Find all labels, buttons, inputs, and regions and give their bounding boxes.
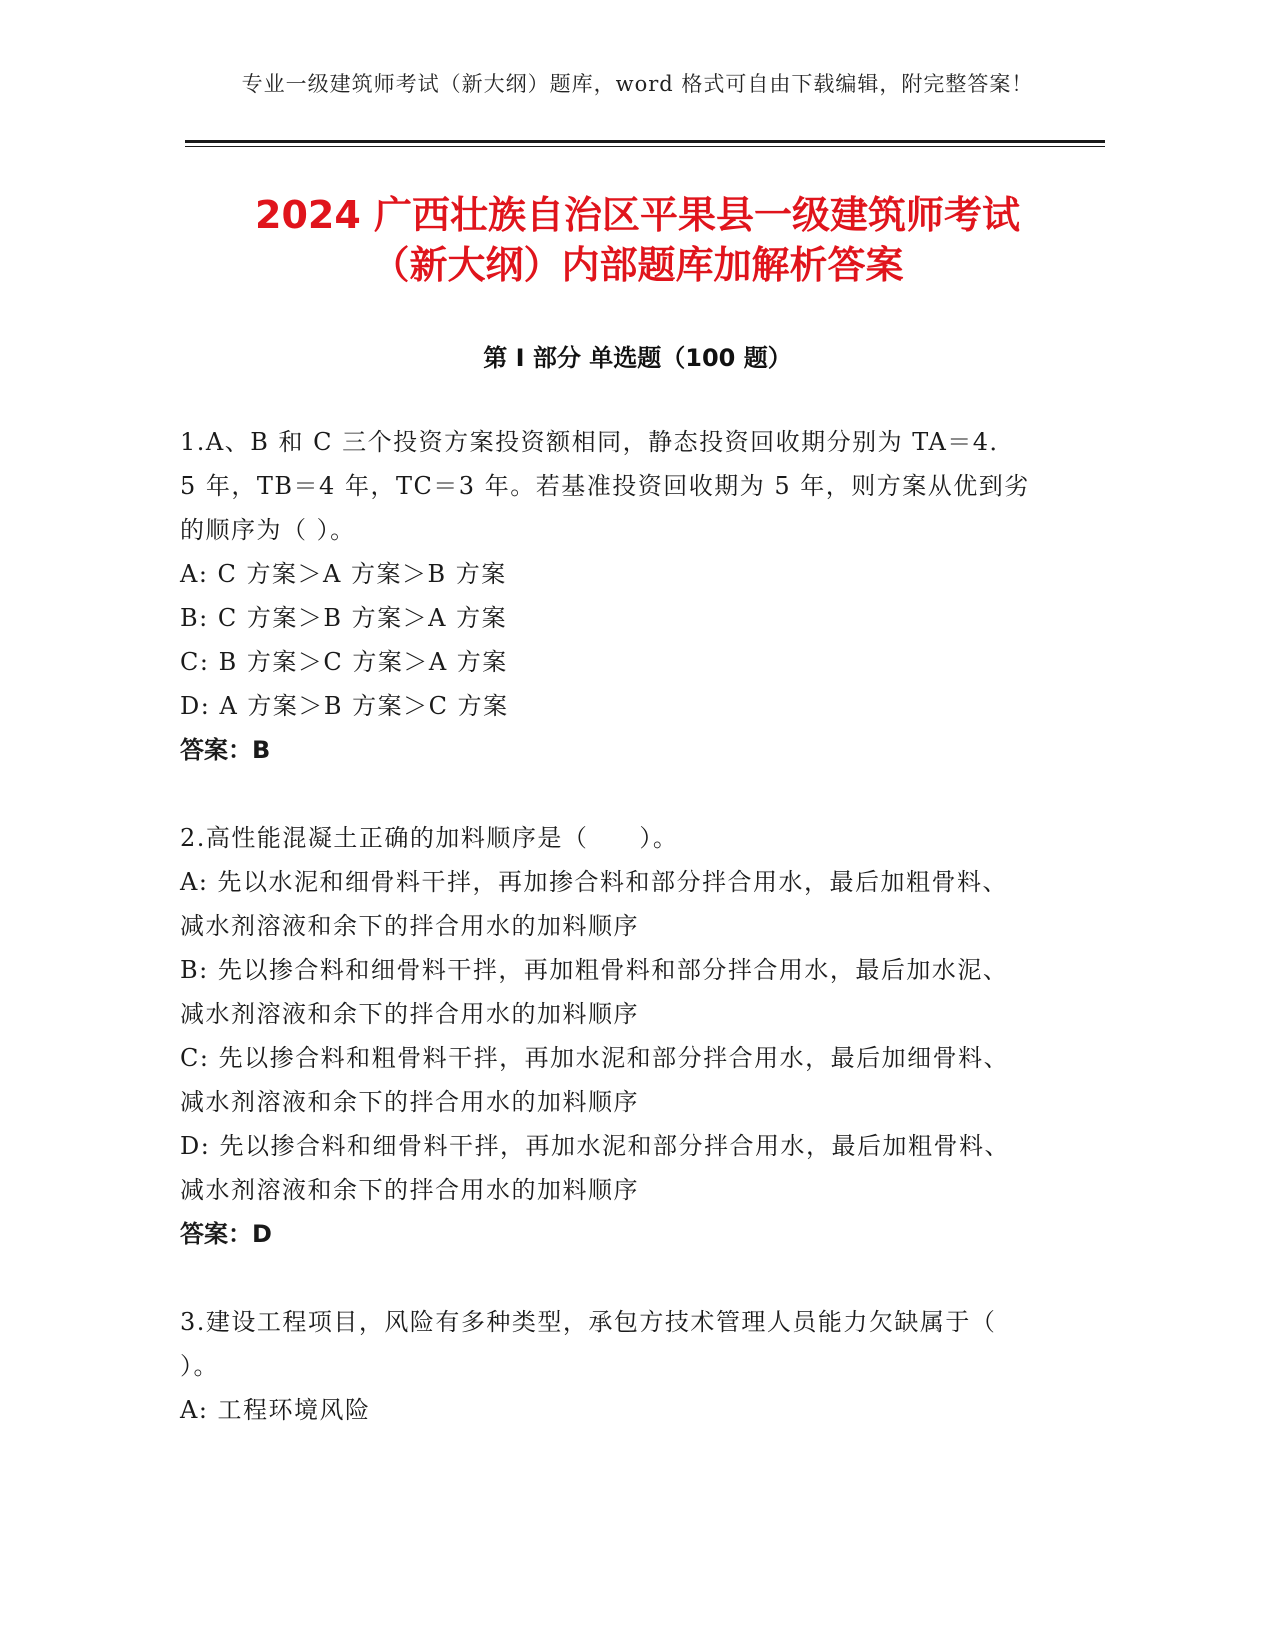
page-header: 专业一级建筑师考试（新大纲）题库，word 格式可自由下载编辑，附完整答案！ — [241, 72, 1034, 96]
question-option-d: D: 先以掺合料和细骨料干拌，再加水泥和部分拌合用水，最后加粗骨料、减水剂溶液和余下的拌合用水的加料顺序 — [180, 1132, 1010, 1204]
question-1 — [180, 420, 1030, 772]
question-stem: 3.建设工程项目，风险有多种类型，承包方技术管理人员能力欠缺属于（ ）。 — [180, 1308, 1032, 1380]
question-answer: 答案：D — [180, 1220, 272, 1248]
header-rule-thin — [185, 146, 1105, 147]
question-3 — [180, 1300, 1030, 1432]
question-option-a: A: C 方案＞A 方案＞B 方案 — [180, 560, 507, 588]
question-answer: 答案：B — [180, 736, 271, 764]
question-stem: 2.高性能混凝土正确的加料顺序是（ ）。 — [180, 824, 679, 852]
question-option-c: C: 先以掺合料和粗骨料干拌，再加水泥和部分拌合用水，最后加细骨料、减水剂溶液和余下的拌合用水的加料顺序 — [180, 1044, 1010, 1116]
question-option-b: B: C 方案＞B 方案＞A 方案 — [180, 604, 508, 632]
question-2 — [180, 816, 1030, 1256]
question-list — [180, 420, 1030, 1476]
question-option-b: B: 先以掺合料和细骨料干拌，再加粗骨料和部分拌合用水，最后加水泥、减水剂溶液和余下的拌合用水的加料顺序 — [180, 956, 1009, 1028]
document-title-line-1: 2024 广西壮族自治区平果县一级建筑师考试 — [255, 193, 1020, 237]
question-stem: 1.A、B 和 C 三个投资方案投资额相同，静态投资回收期分别为 TA＝4．5 年，TB＝4 年，TC＝3 年。若基准投资回收期为 5 年，则方案从优到劣的顺序为（ ）。 — [180, 428, 1030, 544]
section-title: 第 I 部分 单选题（100 题） — [483, 344, 792, 372]
document-title — [0, 190, 1275, 290]
question-option-a: A: 先以水泥和细骨料干拌，再加掺合料和部分拌合用水，最后加粗骨料、减水剂溶液和余下的拌合用水的加料顺序 — [180, 868, 1009, 940]
document-title-line-2: （新大纲）内部题库加解析答案 — [371, 243, 904, 287]
question-option-a: A: 工程环境风险 — [180, 1396, 371, 1424]
header-rule-thick — [185, 140, 1105, 143]
question-option-c: C: B 方案＞C 方案＞A 方案 — [180, 648, 508, 676]
question-option-d: D: A 方案＞B 方案＞C 方案 — [180, 692, 509, 720]
